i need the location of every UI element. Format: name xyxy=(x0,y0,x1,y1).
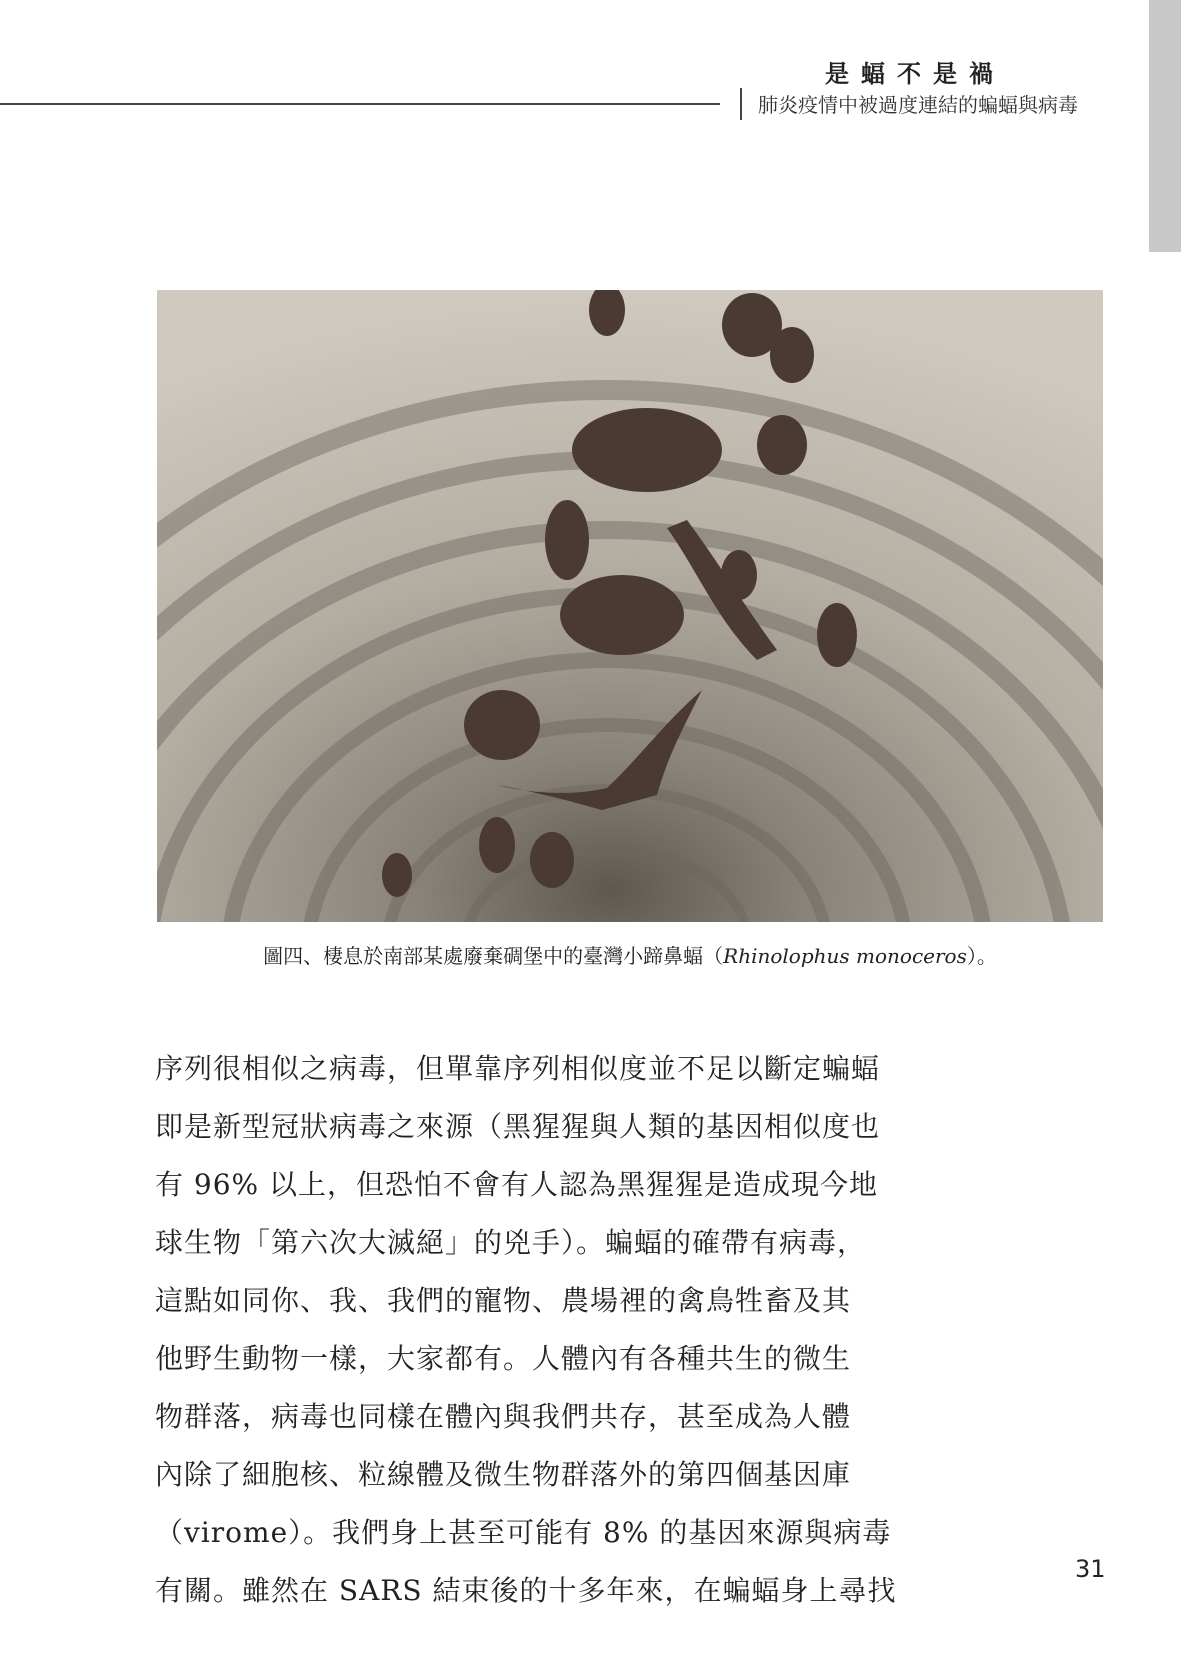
header-rule xyxy=(0,103,720,105)
body-line: 序列很相似之病毒，但單靠序列相似度並不足以斷定蝙蝠 xyxy=(155,1052,881,1085)
caption-suffix: ）。 xyxy=(966,944,997,968)
bat-colony-photo xyxy=(157,290,1103,922)
chapter-side-tab xyxy=(1149,0,1181,252)
caption-species-name: Rhinolophus monoceros xyxy=(723,944,967,968)
figure-caption xyxy=(157,940,1103,969)
body-line: （virome）。我們身上甚至可能有 8% 的基因來源與病毒 xyxy=(155,1516,892,1549)
running-header-subtitle: 肺炎疫情中被過度連結的蝙蝠與病毒 xyxy=(758,93,1078,117)
body-line: 內除了細胞核、粒線體及微生物群落外的第四個基因庫 xyxy=(155,1458,852,1491)
body-line: 即是新型冠狀病毒之來源（黑猩猩與人類的基因相似度也 xyxy=(155,1110,881,1143)
body-line: 球生物「第六次大滅絕」的兇手）。蝙蝠的確帶有病毒， xyxy=(155,1226,867,1259)
body-line: 這點如同你、我、我們的寵物、農場裡的禽鳥牲畜及其 xyxy=(155,1284,852,1317)
page-number: 31 xyxy=(1075,1555,1106,1583)
body-line: 有關。雖然在 SARS 結束後的十多年來，在蝙蝠身上尋找 xyxy=(155,1574,897,1607)
body-line: 他野生動物一樣，大家都有。人體內有各種共生的微生 xyxy=(155,1342,852,1375)
caption-prefix: 圖四、棲息於南部某處廢棄碉堡中的臺灣小蹄鼻蝠（ xyxy=(263,944,724,968)
body-line: 物群落，病毒也同樣在體內與我們共存，甚至成為人體 xyxy=(155,1400,852,1433)
body-text xyxy=(155,1040,915,1620)
body-line: 有 96% 以上，但恐怕不會有人認為黑猩猩是造成現今地 xyxy=(155,1168,879,1201)
header-divider-tick xyxy=(740,88,742,120)
running-header-title: 是蝠不是禍 xyxy=(825,60,1005,88)
